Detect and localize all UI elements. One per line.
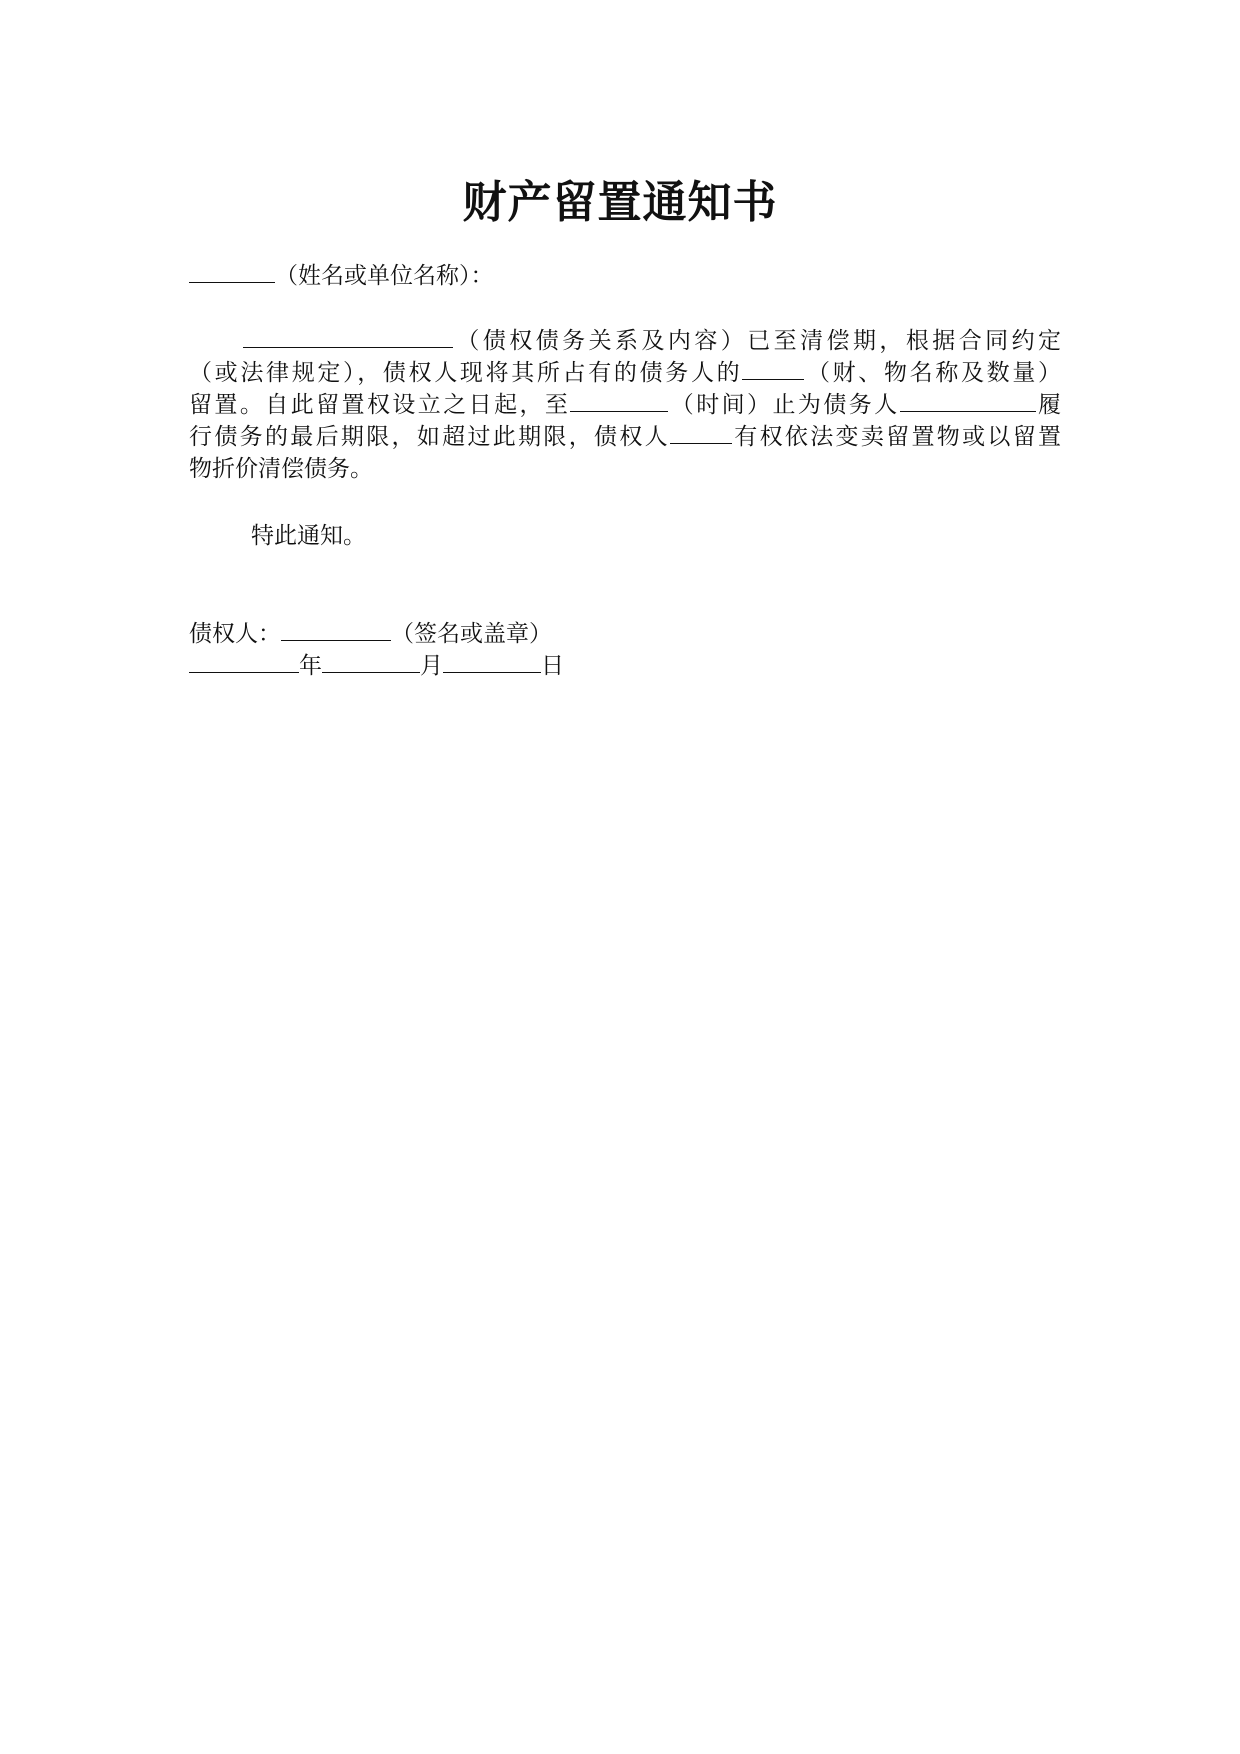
body-text-3b: （时间）止为债务人 <box>668 392 900 418</box>
month-label: 月 <box>420 653 443 679</box>
day-label: 日 <box>541 653 564 679</box>
salutation-line <box>189 260 1061 292</box>
date-line <box>189 650 1061 682</box>
creditor-blank[interactable] <box>670 421 732 444</box>
month-blank[interactable] <box>322 650 420 673</box>
recipient-name-blank[interactable] <box>189 260 275 283</box>
signature-label: 债权人： <box>189 621 281 647</box>
notice-text: 特此通知。 <box>251 523 366 549</box>
body-text-5: 物折价清偿债务。 <box>189 456 373 482</box>
body-line-2 <box>189 357 1061 389</box>
property-blank[interactable] <box>742 357 804 380</box>
body-line-5 <box>189 453 1061 485</box>
salutation-suffix: （姓名或单位名称）： <box>275 263 494 289</box>
body-text-2a: （或法律规定），债权人现将其所占有的债务人的 <box>189 360 743 386</box>
signature-blank[interactable] <box>281 618 391 641</box>
body-text-2b: （财、物名称及数量） <box>804 360 1061 386</box>
day-blank[interactable] <box>443 650 541 673</box>
deadline-blank[interactable] <box>570 389 668 412</box>
debt-relation-blank[interactable] <box>243 325 453 348</box>
body-line-1 <box>189 325 1061 357</box>
body-text-4b: 有权依法变卖留置物或以留置 <box>731 424 1061 450</box>
body-line-4 <box>189 421 1061 453</box>
signature-line <box>189 618 1061 650</box>
year-label: 年 <box>299 653 322 679</box>
body-text-1: （债权债务关系及内容）已至清偿期，根据合同约定 <box>453 328 1061 354</box>
year-blank[interactable] <box>189 650 299 673</box>
body-text-3c: 履 <box>1035 392 1062 418</box>
body-text-4a: 行债务的最后期限，如超过此期限，债权人 <box>189 424 670 450</box>
document-title: 财产留置通知书 <box>462 177 778 228</box>
body-text-3a: 留置。自此留置权设立之日起，至 <box>189 392 571 418</box>
body-line-3 <box>189 389 1061 421</box>
signature-suffix: （签名或盖章） <box>391 621 552 647</box>
debtor-blank[interactable] <box>900 389 1036 412</box>
notice-line <box>189 520 1061 552</box>
